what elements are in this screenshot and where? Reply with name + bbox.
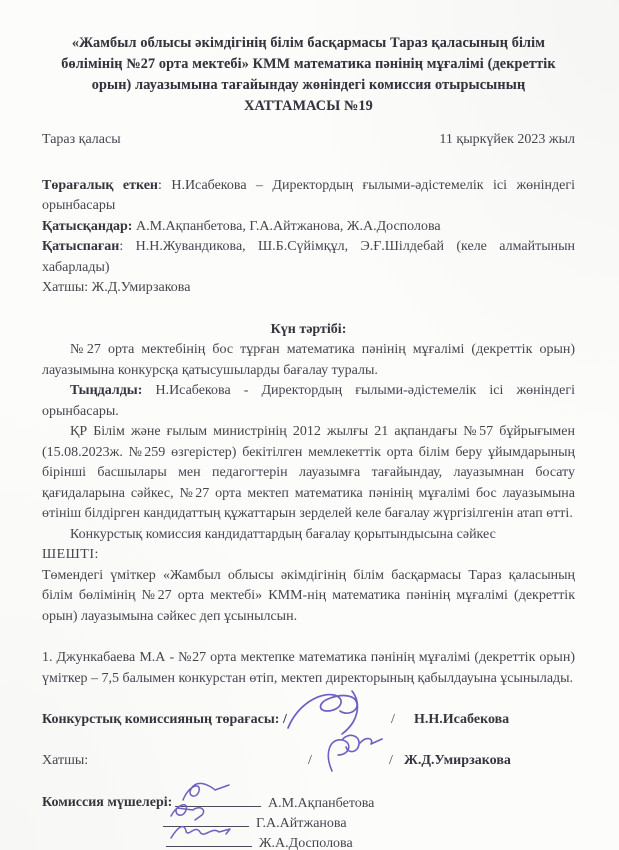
attendance-block <box>42 176 575 299</box>
member-row-3 <box>166 832 575 850</box>
place-date-row <box>42 130 575 151</box>
resolution-word: ШЕШТІ: <box>42 547 99 562</box>
place-label: Тараз қаласы <box>42 132 121 147</box>
agenda-text: №27 орта мектебінің бос тұрған математика пәнінің мұғалімі (декреттік орын) лауазымына конкурсқа қатысушыларды бағалау туралы. <box>42 342 575 378</box>
resolution-text: Төмендегі үміткер «Жамбыл облысы әкімдігінің білім басқармасы Тараз қаласының білім бөлімінің №27 орта мектебі» КММ-нің математика пәнінің мұғалімі (декреттік орын) лауазымына сәйкес деп ұсынылсын. <box>42 567 575 624</box>
secretary-slash-2: / <box>389 753 393 768</box>
decision-item: 1. Джункабаева М.А - №27 орта мектепке математика пәнінің мұғалімі (декреттік орын) үміткер – 7,5 балымен конкурстан өтіп, мектеп директорының қабылдауына ұсынылады. <box>42 650 575 686</box>
member-name-3: Ж.А.Досполова <box>259 836 353 850</box>
chair-name: Н.Н.Исабекова <box>414 712 510 727</box>
protocol-number: ХАТТАМАСЫ №19 <box>244 98 373 114</box>
secretary-signature-row <box>42 747 575 773</box>
resolution-intro: Конкурстық комиссия кандидаттардың бағалау қорытындысына сәйкес <box>70 526 496 542</box>
document-content <box>42 33 575 850</box>
document-title <box>42 33 575 117</box>
agenda-heading: Күн тәртібі: <box>270 321 347 337</box>
heard-label: Тыңдалды: <box>70 383 143 398</box>
body-paragraph: ҚР Білім және ғылым министрінің 2012 жылғы 21 ақпандағы №57 бұйрығымен (15.08.2023ж. №259 өзгерістер) бекітілген мемлекеттік орта білім беру ұйымдарының бірінші басшылары мен педагогтерін лауазымға тағайындау, лауазымнан босату қағидаларына сәйкес, №27 орта мектеп математика пәнінің мұғалімі бос лауазымына өтініш білдірген кандидаттың құжаттарын зерделей келе бағалау жүргізілгенін атап өтті. <box>42 424 575 521</box>
chair-signature-row <box>42 706 575 732</box>
secretary-name: Ж.Д.Умирзакова <box>404 753 511 768</box>
absent-text: : Н.Н.Жувандикова, Ш.Б.Сүйімқұл, Э.Ғ.Шілдебай (келе алмайтынын хабарлады) <box>42 239 575 275</box>
member-signature-rows <box>175 792 575 850</box>
member-name-2: Г.А.Айтжанова <box>256 816 347 831</box>
members-label: Комиссия мүшелері: <box>42 795 173 810</box>
title-line-1: «Жамбыл облысы әкімдігінің білім басқармасы Тараз қаласының білім <box>71 35 546 51</box>
attended-line <box>42 217 575 238</box>
title-line-2: бөлімінің №27 орта мектебі» КММ математика пәнінің мұғалімі (декреттік <box>61 56 556 72</box>
members-block <box>42 792 575 850</box>
chair-slash: / <box>391 712 395 727</box>
chair-signature-label: Конкурстық комиссияның төрағасы: / <box>42 712 287 727</box>
secretary-signature-ink <box>320 731 390 777</box>
heard-line <box>42 381 575 422</box>
chairperson-line <box>42 176 575 217</box>
absent-line <box>42 237 575 278</box>
member-row-1 <box>175 792 575 811</box>
secretary-line: Хатшы: Ж.Д.Умирзакова <box>42 280 191 295</box>
date-label: 11 қыркүйек 2023 жыл <box>439 132 575 147</box>
member-signature-ink-3 <box>168 820 248 844</box>
secretary-slash-1: / <box>308 753 312 768</box>
absent-label: Қатыспаған <box>42 239 120 254</box>
member-name-1: А.М.Ақпанбетова <box>268 796 375 811</box>
attended-text: А.М.Ақпанбетова, Г.А.Айтжанова, Ж.А.Досполова <box>132 218 441 234</box>
attended-label: Қатысқандар: <box>42 218 133 234</box>
secretary-signature-label: Хатшы: <box>42 753 89 768</box>
chairperson-label: Төрағалық еткен <box>42 177 158 193</box>
heard-text: Н.Исабекова - Директордың ғылыми-әдістемелік ісі жөніндегі орынбасары. <box>42 383 575 419</box>
title-line-3: орын) лауазымына тағайындау жөніндегі комиссия отырысының <box>91 77 526 93</box>
chairperson-text: : Н.Исабекова – Директордың ғылыми-әдістемелік ісі жөніндегі орынбасары <box>42 177 576 213</box>
